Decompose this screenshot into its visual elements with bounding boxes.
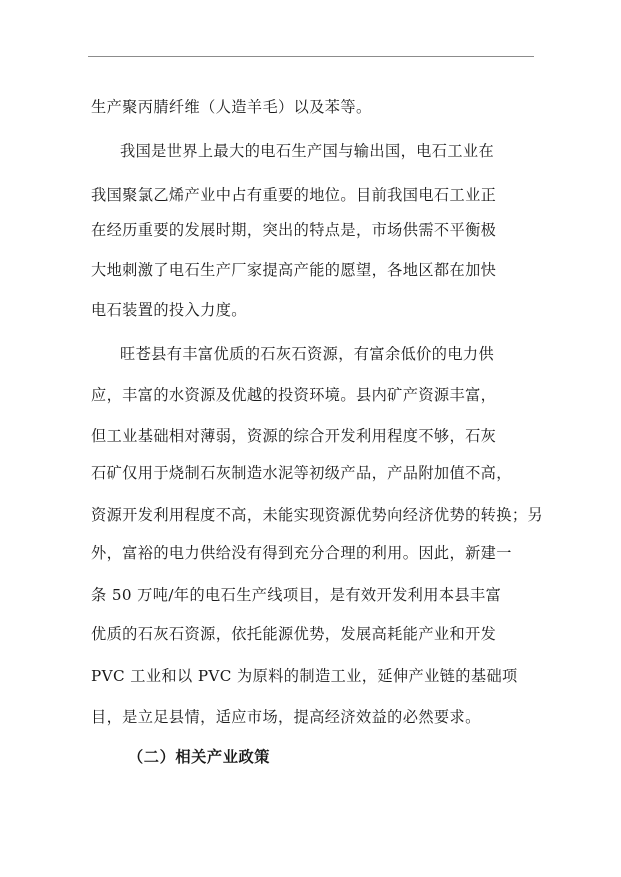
text-line: 生产聚丙腈纤维（人造羊毛）以及苯等。	[91, 98, 372, 116]
text-line: 石矿仅用于烧制石灰制造水泥等初级产品，产品附加值不高，	[91, 464, 512, 482]
text-line: 旺苍县有丰富优质的石灰石资源，有富余低价的电力供	[120, 345, 495, 363]
text-line: PVC 工业和以 PVC 为原料的制造工业，延伸产业链的基础项	[91, 667, 518, 685]
text-line: 资源开发利用程度不高，未能实现资源优势向经济优势的转换；另	[91, 506, 544, 524]
section-heading: （二）相关产业政策	[128, 748, 271, 766]
text-line: 电石装置的投入力度。	[91, 301, 247, 319]
text-line: 但工业基础相对薄弱，资源的综合开发利用程度不够，石灰	[91, 427, 497, 445]
text-line: 优质的石灰石资源，依托能源优势，发展高耗能产业和开发	[91, 625, 497, 643]
text-line: 我国是世界上最大的电石生产国与输出国，电石工业在	[120, 142, 495, 160]
text-line: 目，是立足县情，适应市场，提高经济效益的必然要求。	[91, 708, 481, 726]
text-line: 大地刺激了电石生产厂家提高产能的愿望，各地区都在加快	[91, 261, 497, 279]
text-line: 我国聚氯乙烯产业中占有重要的地位。目前我国电石工业正	[91, 186, 497, 204]
text-line: 条 50 万吨/年的电石生产线项目，是有效开发利用本县丰富	[91, 586, 502, 604]
text-line: 在经历重要的发展时期，突出的特点是，市场供需不平衡极	[91, 221, 497, 239]
text-line: 应，丰富的水资源及优越的投资环境。县内矿产资源丰富，	[91, 386, 497, 404]
text-line: 外，富裕的电力供给没有得到充分合理的利用。因此，新建一	[91, 544, 512, 562]
header-rule	[88, 56, 534, 57]
